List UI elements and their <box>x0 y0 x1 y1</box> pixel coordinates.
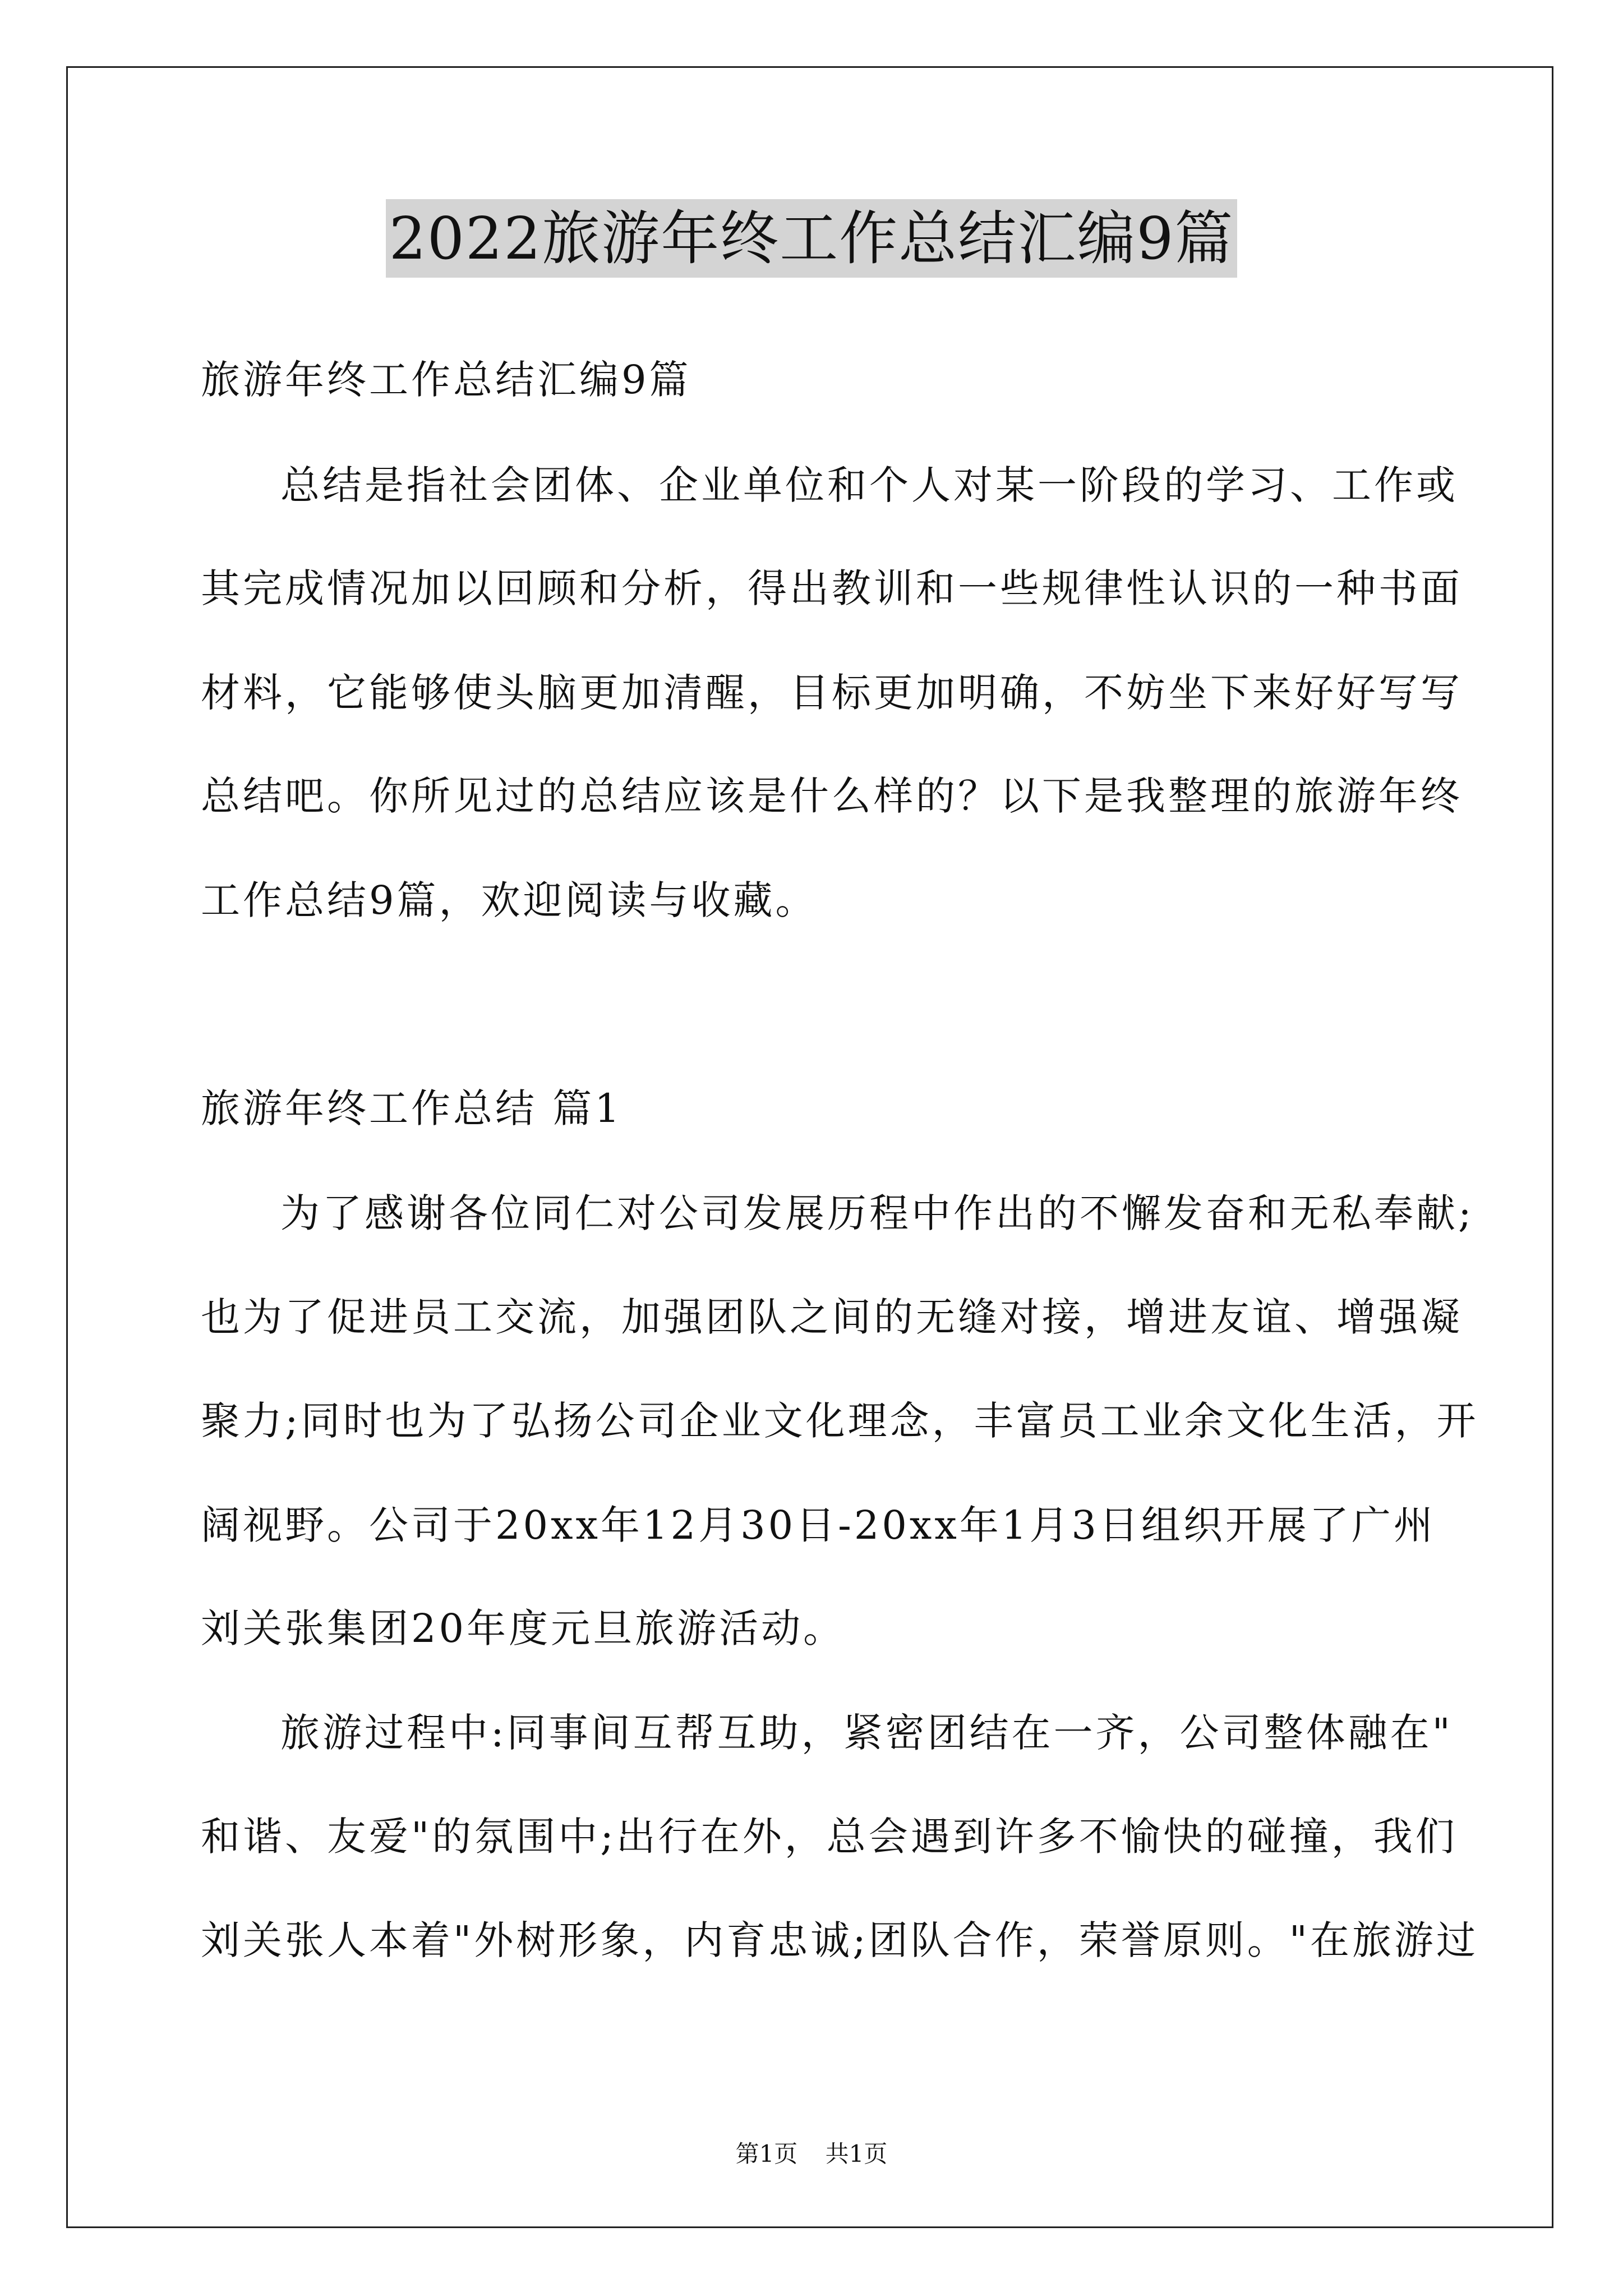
document-title: 2022旅游年终工作总结汇编9篇 <box>386 199 1238 278</box>
intro-line: 其完成情况加以回顾和分析，得出教训和一些规律性认识的一种书面 <box>201 565 1463 611</box>
paragraph-line: 刘关张人本着"外树形象，内育忠诚;团队合作，荣誉原则。"在旅游过 <box>201 1917 1478 1963</box>
paragraph-line: 旅游过程中:同事间互帮互助，紧密团结在一齐，公司整体融在" <box>280 1710 1453 1756</box>
page-footer <box>0 2138 1623 2170</box>
document-subtitle: 旅游年终工作总结汇编9篇 <box>201 357 691 403</box>
paragraph-line: 刘关张集团20年度元旦旅游活动。 <box>201 1605 846 1651</box>
title-wrap <box>0 199 1623 278</box>
intro-line: 工作总结9篇，欢迎阅读与收藏。 <box>201 877 818 923</box>
paragraph-line: 也为了促进员工交流，加强团队之间的无缝对接，增进友谊、增强凝 <box>201 1294 1463 1340</box>
paragraph-line: 为了感谢各位同仁对公司发展历程中作出的不懈发奋和无私奉献; <box>280 1190 1474 1236</box>
paragraph-line: 和谐、友爱"的氛围中;出行在外，总会遇到许多不愉快的碰撞，我们 <box>201 1814 1458 1860</box>
paragraph-line: 聚力;同时也为了弘扬公司企业文化理念，丰富员工业余文化生活，开 <box>201 1398 1479 1444</box>
intro-line: 材料，它能够使头脑更加清醒，目标更加明确，不妨坐下来好好写写 <box>201 670 1463 716</box>
section-heading: 旅游年终工作总结 篇1 <box>201 1085 623 1131</box>
intro-line: 总结吧。你所见过的总结应该是什么样的？以下是我整理的旅游年终 <box>201 773 1463 819</box>
page-number: 第1页 <box>735 2140 798 2168</box>
page-total: 共1页 <box>825 2140 888 2168</box>
paragraph-line: 阔视野。公司于20xx年12月30日-20xx年1月3日组织开展了广州 <box>201 1502 1436 1548</box>
intro-line: 总结是指社会团体、企业单位和个人对某一阶段的学习、工作或 <box>280 462 1458 508</box>
